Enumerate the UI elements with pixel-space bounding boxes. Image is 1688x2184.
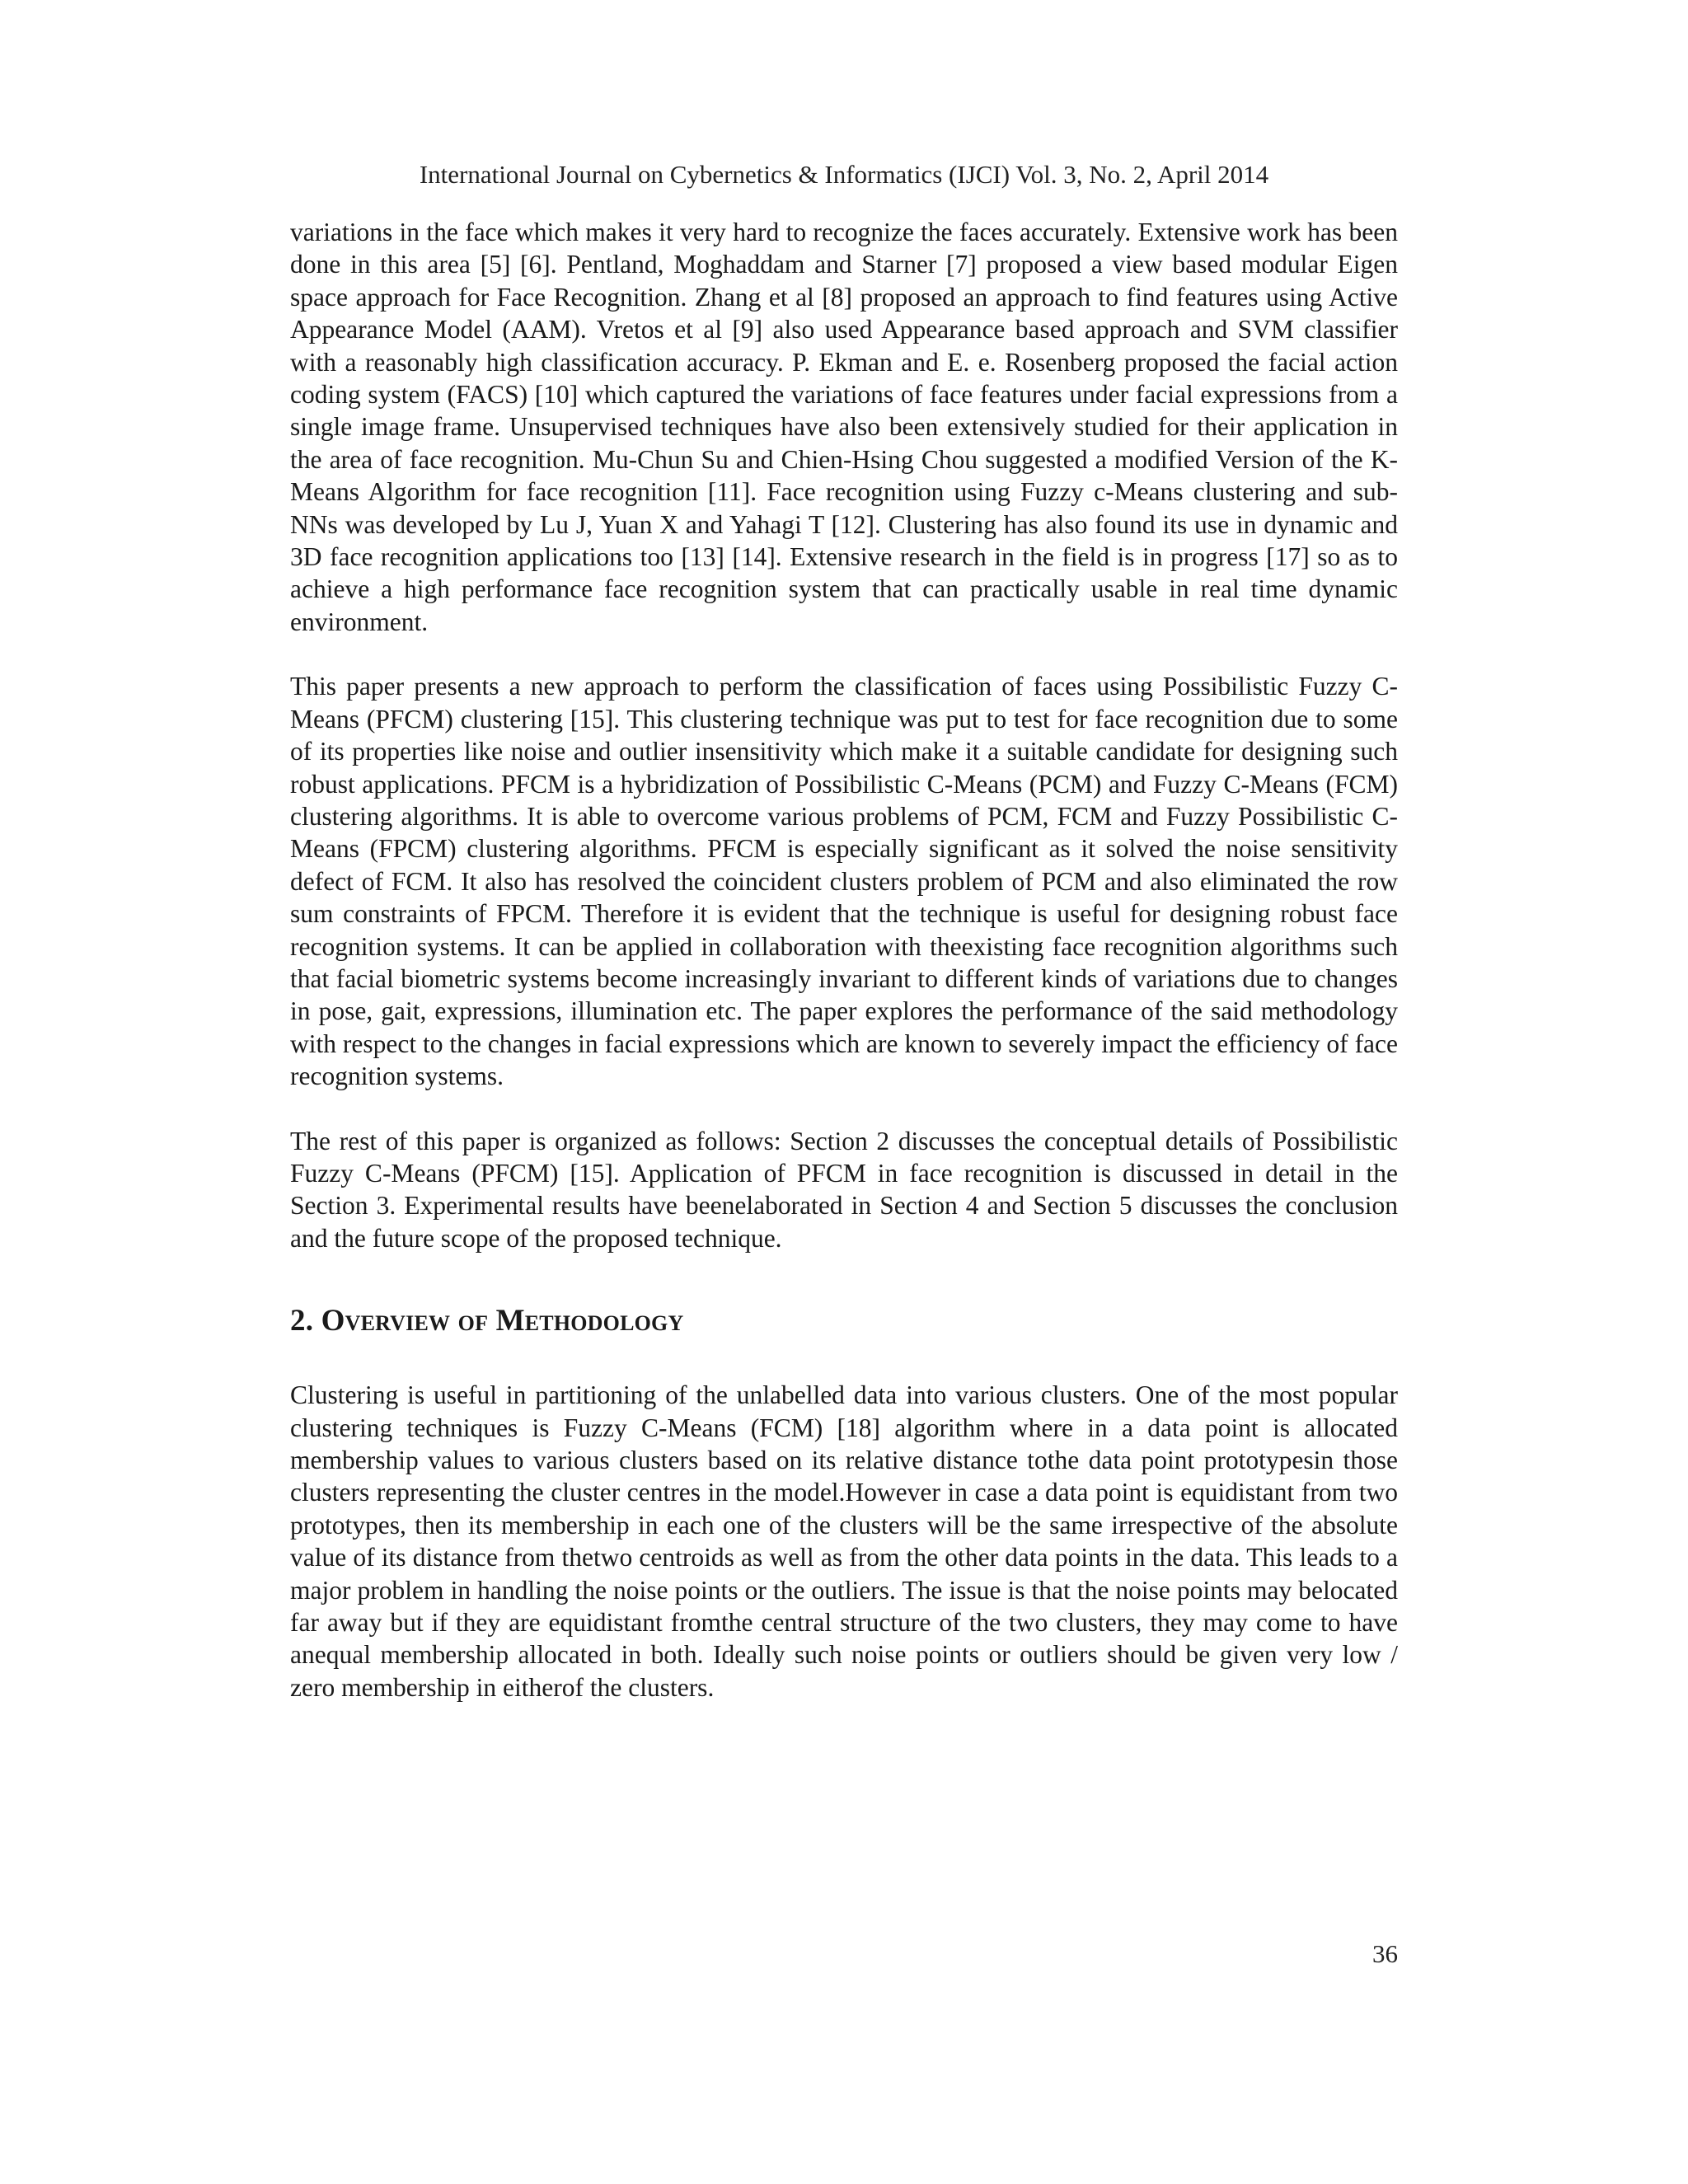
section-heading xyxy=(290,1303,1398,1339)
paragraph-proposed-approach: This paper presents a new approach to perform the classification of faces using Possibilistic Fuzzy C-Means (PFCM) clustering [15]. This clustering technique was put to test for face recognition due to some of its properties like noise and outlier insensitivity which make it a suitable candidate for designing such robust applications. PFCM is a hybridization of Possibilistic C-Means (PCM) and Fuzzy C-Means (FCM) clustering algorithms. It is able to overcome various problems of PCM, FCM and Fuzzy Possibilistic C-Means (FPCM) clustering algorithms. PFCM is especially significant as it solved the noise sensitivity defect of FCM. It also has resolved the coincident clusters problem of PCM and also eliminated the row sum constraints of FPCM. Therefore it is evident that the technique is useful for designing robust face recognition systems. It can be applied in collaboration with theexisting face recognition algorithms such that facial biometric systems become increasingly invariant to different kinds of variations due to changes in pose, gait, expressions, illumination etc. The paper explores the performance of the said methodology with respect to the changes in facial expressions which are known to severely impact the efficiency of face recognition systems. xyxy=(290,672,1398,1091)
page-number: 36 xyxy=(1372,1939,1398,1968)
running-header: International Journal on Cybernetics & Informatics (IJCI) Vol. 3, No. 2, April 2014 xyxy=(419,160,1269,189)
paragraph-clustering-overview: Clustering is useful in partitioning of the unlabelled data into various clusters. One of the most popular clustering techniques is Fuzzy C-Means (FCM) [18] algorithm where in a data point is allocated membership values to various clusters based on its relative distance tothe data point prototypesin those clusters representing the cluster centres in the model.However in case a data point is equidistant from two prototypes, then its membership in each one of the clusters will be the same irrespective of the absolute value of its distance from thetwo centroids as well as from the other data points in the data. This leads to a major problem in handling the noise points or the outliers. The issue is that the noise points may belocated far away but if they are equidistant fromthe central structure of the two clusters, they may come to have anequal membership allocated in both. Ideally such noise points or outliers should be given very low / zero membership in eitherof the clusters. xyxy=(290,1380,1398,1702)
section-title: Overview of Methodology xyxy=(321,1304,684,1338)
paragraph-related-work: variations in the face which makes it very hard to recognize the faces accurately. Extensive work has been done in this area [5] [6]. Pentland, Moghaddam and Starner [7] proposed a view based modular Eigen space approach for Face Recognition. Zhang et al [8] proposed an approach to find features using Active Appearance Model (AAM). Vretos et al [9] also used Appearance based approach and SVM classifier with a reasonably high classification accuracy. P. Ekman and E. e. Rosenberg proposed the facial action coding system (FACS) [10] which captured the variations of face features under facial expressions from a single image frame. Unsupervised techniques have also been extensively studied for their application in the area of face recognition. Mu-Chun Su and Chien-Hsing Chou suggested a modified Version of the K-Means Algorithm for face recognition [11]. Face recognition using Fuzzy c-Means clustering and sub-NNs was developed by Lu J, Yuan X and Yahagi T [12]. Clustering has also found its use in dynamic and 3D face recognition applications too [13] [14]. Extensive research in the field is in progress [17] so as to achieve a high performance face recognition system that can practically usable in real time dynamic environment. xyxy=(290,218,1398,636)
section-number: 2. xyxy=(290,1304,314,1338)
main-content xyxy=(290,216,1398,1704)
paragraph-paper-organization: The rest of this paper is organized as follows: Section 2 discusses the conceptual details of Possibilistic Fuzzy C-Means (PFCM) [15]. Application of PFCM in face recognition is discussed in detail in the Section 3. Experimental results have beenelaborated in Section 4 and Section 5 discusses the conclusion and the future scope of the proposed technique. xyxy=(290,1126,1398,1253)
